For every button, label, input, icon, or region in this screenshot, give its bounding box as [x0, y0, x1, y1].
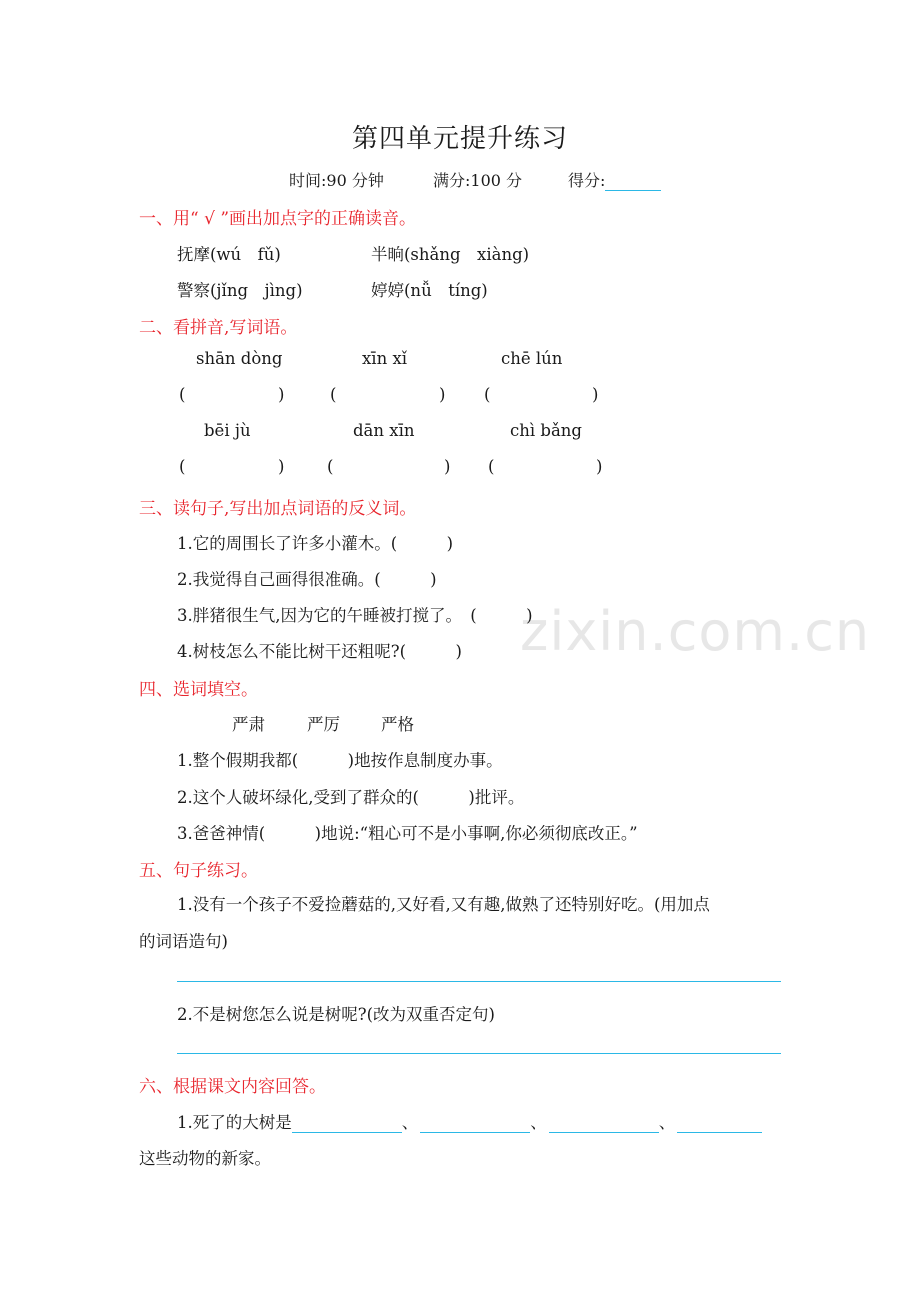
answer-paren-close: ) — [592, 385, 599, 404]
section-1-heading: 一、用“ √ ”画出加点字的正确读音。 — [139, 209, 417, 229]
sec1-item[interactable]: 抚摩(wú fǔ) — [177, 245, 281, 264]
answer-paren-close: ) — [278, 385, 285, 404]
word-choice: 严肃 — [232, 715, 265, 734]
sec3-item: 3.胖猪很生气,因为它的午睡被打搅了。 ( ) — [177, 606, 533, 625]
answer-paren-open: ( — [330, 385, 337, 404]
answer-blank[interactable] — [292, 1114, 402, 1133]
pinyin: shān dòng — [196, 349, 283, 368]
separator: 、 — [530, 1113, 547, 1132]
section-2-heading: 二、看拼音,写词语。 — [139, 318, 298, 338]
sec1-item[interactable]: 婷婷(nǚ tíng) — [371, 281, 488, 300]
score-label-text: 得分: — [568, 171, 606, 190]
section-4-heading: 四、选词填空。 — [139, 680, 258, 700]
sec6-q1-text: 1.死了的大树是 — [177, 1113, 292, 1132]
time-label: 时间:90 分钟 — [289, 171, 384, 190]
answer-paren-close: ) — [444, 457, 451, 476]
section-5-heading: 五、句子练习。 — [139, 861, 258, 881]
sec6-q1 — [177, 1109, 762, 1133]
watermark: zixin.com.cn — [520, 600, 871, 663]
sec3-item: 1.它的周围长了许多小灌木。( ) — [177, 534, 454, 553]
pinyin: chē lún — [501, 349, 563, 368]
answer-blank[interactable] — [420, 1114, 530, 1133]
section-3-heading: 三、读句子,写出加点词语的反义词。 — [139, 499, 417, 519]
answer-paren-open: ( — [179, 385, 186, 404]
answer-paren-open: ( — [484, 385, 491, 404]
full-score-label: 满分:100 分 — [433, 171, 523, 190]
sec3-item: 4.树枝怎么不能比树干还粗呢?( ) — [177, 642, 462, 661]
answer-paren-open: ( — [327, 457, 334, 476]
sec5-q1-cont: 的词语造句) — [139, 932, 228, 951]
sec4-item: 2.这个人破坏绿化,受到了群众的( )批评。 — [177, 788, 525, 807]
pinyin: xīn xǐ — [362, 349, 408, 368]
separator: 、 — [401, 1113, 419, 1132]
score-blank[interactable] — [605, 172, 661, 191]
word-choice: 严格 — [381, 715, 414, 734]
answer-paren-close: ) — [439, 385, 446, 404]
pinyin: bēi jù — [204, 421, 251, 440]
page-title: 第四单元提升练习 — [351, 124, 568, 154]
answer-paren-open: ( — [488, 457, 495, 476]
word-choice: 严厉 — [307, 715, 340, 734]
pinyin: chì bǎng — [510, 421, 582, 440]
sec5-q2: 2.不是树您怎么说是树呢?(改为双重否定句) — [177, 1005, 495, 1024]
answer-paren-open: ( — [179, 457, 186, 476]
answer-line[interactable] — [177, 1053, 781, 1054]
sec6-q1-cont: 这些动物的新家。 — [139, 1149, 271, 1168]
answer-blank[interactable] — [549, 1114, 659, 1133]
sec5-q1: 1.没有一个孩子不爱捡蘑菇的,又好看,又有趣,做熟了还特别好吃。(用加点 — [177, 895, 710, 914]
sec1-item[interactable]: 警察(jǐng jìng) — [177, 281, 303, 300]
sec1-item[interactable]: 半晌(shǎng xiàng) — [371, 245, 530, 264]
sec4-item: 1.整个假期我都( )地按作息制度办事。 — [177, 751, 503, 770]
section-6-heading: 六、根据课文内容回答。 — [139, 1077, 326, 1097]
answer-line[interactable] — [177, 981, 781, 982]
sec4-item: 3.爸爸神情( )地说:“粗心可不是小事啊,你必须彻底改正。” — [177, 824, 638, 843]
score-label — [568, 168, 661, 191]
separator: 、 — [658, 1113, 676, 1132]
answer-paren-close: ) — [596, 457, 603, 476]
pinyin: dān xīn — [353, 421, 415, 440]
answer-paren-close: ) — [278, 457, 285, 476]
answer-blank[interactable] — [677, 1114, 762, 1133]
sec3-item: 2.我觉得自己画得很准确。( ) — [177, 570, 437, 589]
